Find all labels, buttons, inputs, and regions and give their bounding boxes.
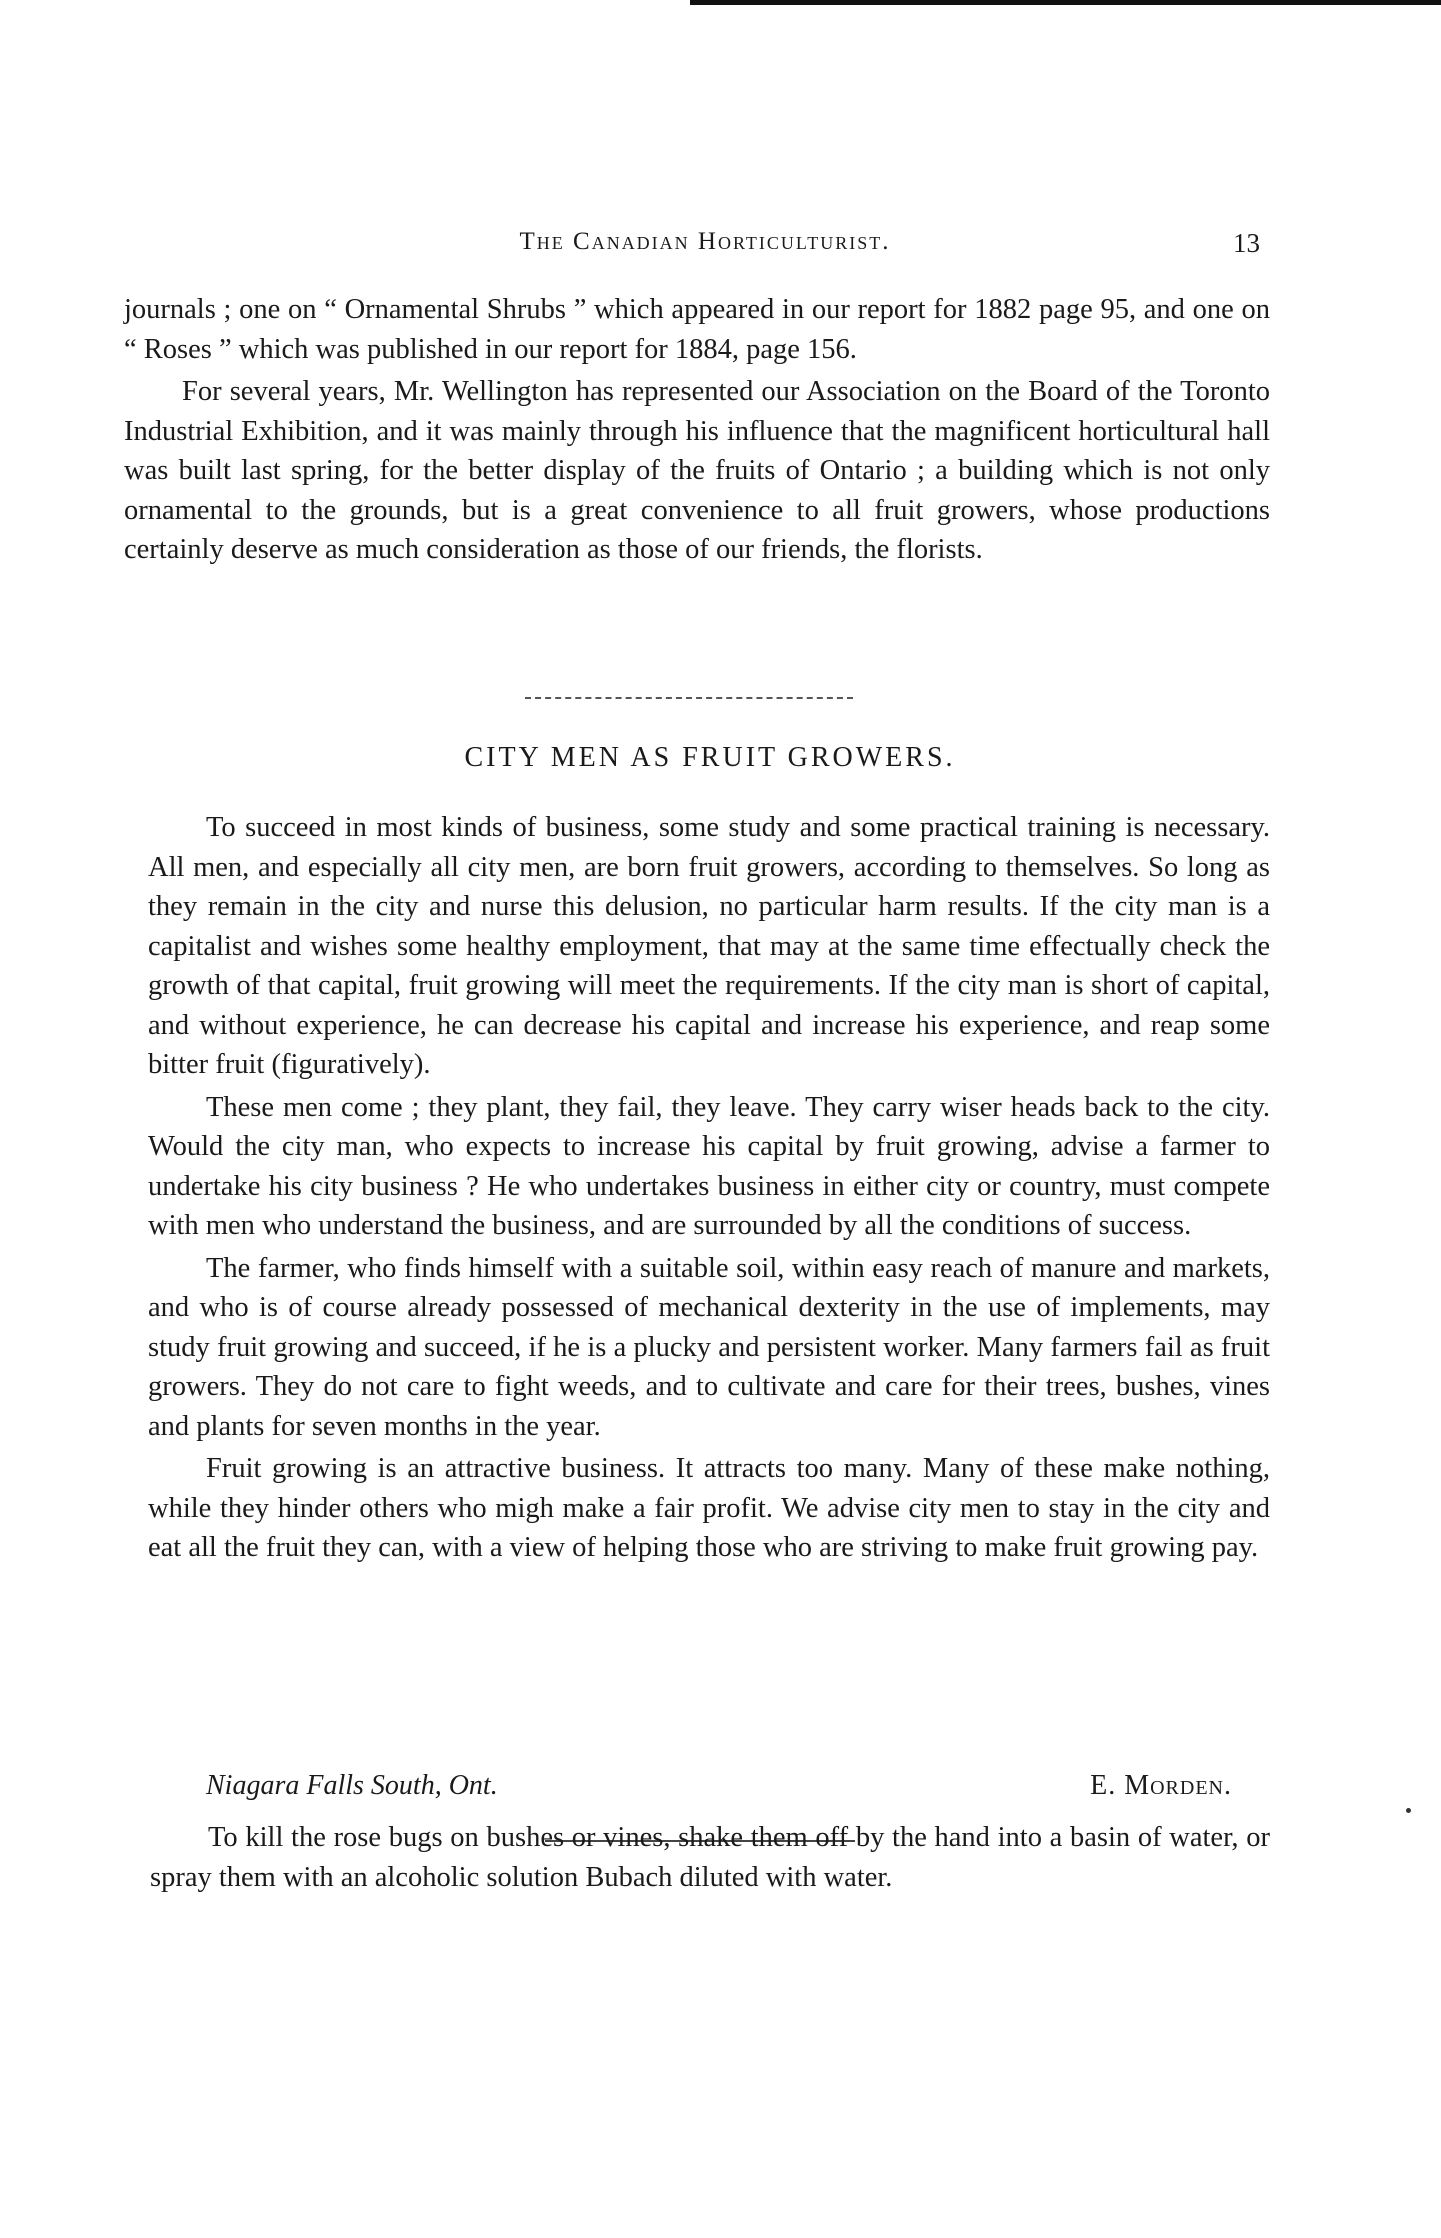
running-title: The Canadian Horticulturist. (519, 228, 891, 255)
intro-text (124, 290, 1270, 573)
article-paragraph-2: These men come ; they plant, they fail, they leave. They carry wiser heads back to the city. Would the city man, who expects to increase his capital by fruit growing, advise a farmer to undertake his city business ? He who undertakes business in either city or country, must compete with men who understand the business, and are surrounded by all the conditions of success. (148, 1091, 1270, 1241)
article-signature (206, 1770, 1232, 1810)
article-paragraph-3: The farmer, who finds himself with a suitable soil, within easy reach of manure and markets, and who is of course already possessed of mechanical dexterity in the use of implements, may study fruit growing and succeed, if he is a plucky and persistent worker. Many farmers fail as fruit growers. They do not care to fight weeds, and to cultivate and care for their trees, bushes, vines and plants for seven months in the year. (148, 1252, 1270, 1442)
article-paragraph-1: To succeed in most kinds of business, some study and some practical training is necessary. All men, and especially all city men, are born fruit growers, according to themselves. So long as they remain in the city and nurse this delusion, no particular harm results. If the city man is a capitalist and wishes some healthy employment, that may at the same time effectually check the growth of that capital, fruit growing will meet the requirements. If the city man is short of capital, and without experience, he can decrease his capital and increase his experience, and reap some bitter fruit (figuratively). (148, 812, 1270, 1080)
article-body (148, 808, 1270, 1571)
article-paragraph-4: Fruit growing is an attractive business. It attracts too many. Many of these make nothing, while they hinder others who migh make a fair profit. We advise city men to stay in the city and eat all the fruit they can, with a view of helping those who are striving to make fruit growing pay. (148, 1453, 1270, 1563)
top-edge-rule (690, 0, 1441, 5)
signature-place: Niagara Falls South, Ont. (206, 1770, 498, 1801)
print-speck (1406, 1808, 1411, 1813)
note-block (150, 1818, 1270, 1900)
note-paragraph: To kill the rose bugs on bushes or vines, shake them off by the hand into a basin of water, or spray them with an alcoholic solution Bubach diluted with water. (150, 1822, 1270, 1893)
section-divider (525, 697, 853, 703)
intro-paragraph-1: journals ; one on “ Ornamental Shrubs ” which appeared in our report for 1882 page 95, and one on “ Roses ” which was published in our report for 1884, page 156. (124, 294, 1270, 365)
article-title: CITY MEN AS FRUIT GROWERS. (464, 742, 956, 773)
page-number: 13 (1233, 228, 1260, 258)
signature-author: E. Morden. (1090, 1770, 1232, 1801)
intro-paragraph-2: For several years, Mr. Wellington has represented our Association on the Board of the Toronto Industrial Exhibition, and it was mainly through his influence that the magnificent horticultural hall was built last spring, for the better display of the fruits of Ontario ; a building which is not only ornamental to the grounds, but is a great convenience to all fruit growers, whose productions certainly deserve as much consideration as those of our friends, the florists. (124, 376, 1270, 565)
running-head (150, 228, 1260, 268)
